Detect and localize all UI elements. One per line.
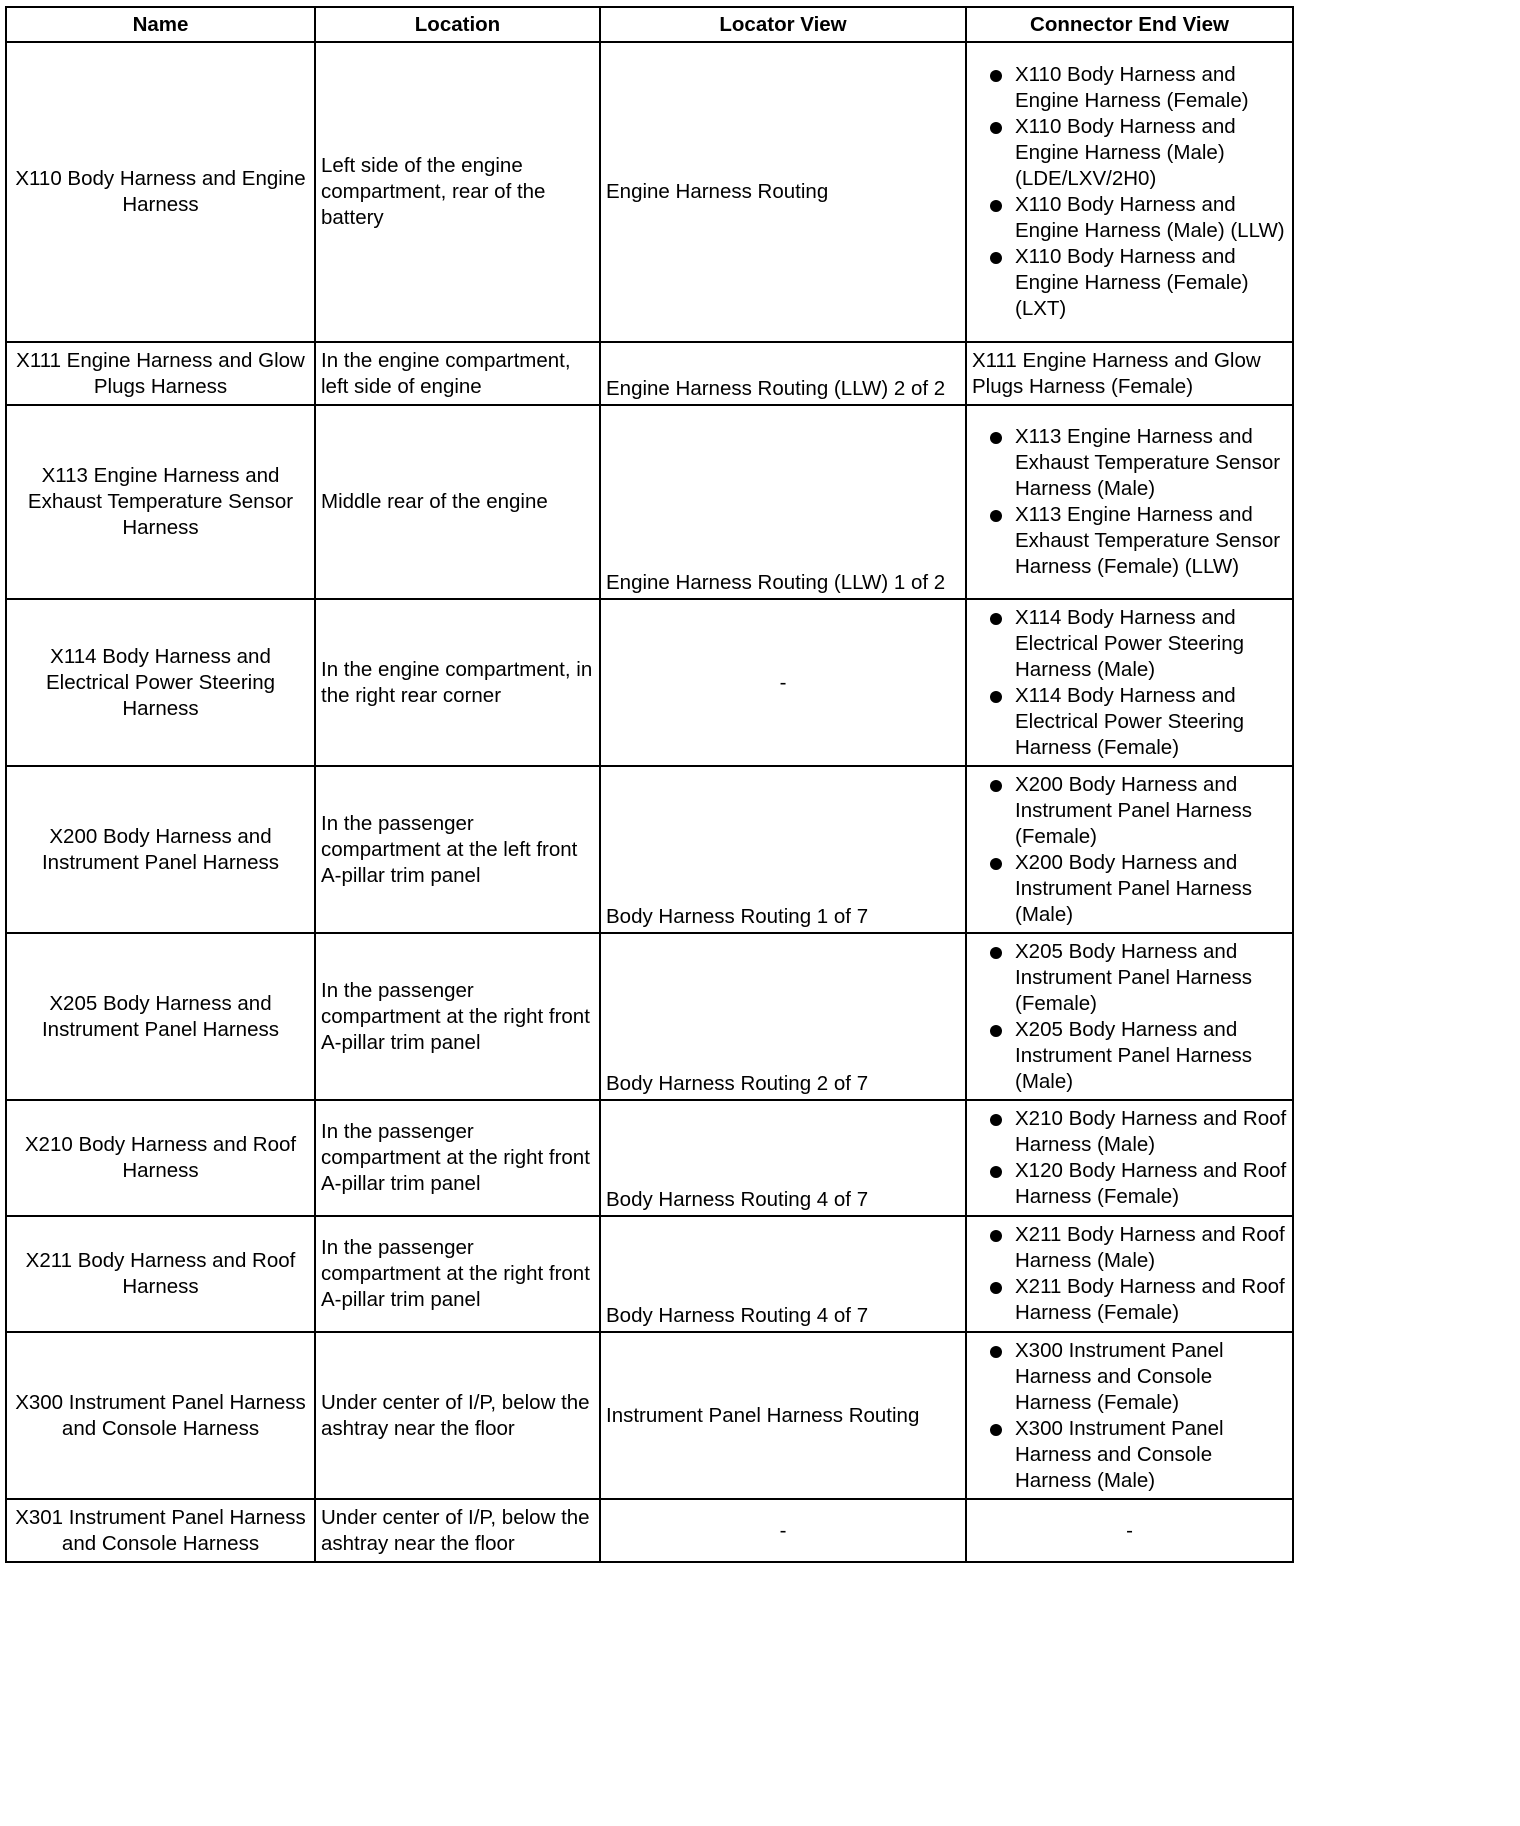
locator-view: Engine Harness Routing (LLW) 2 of 2 (600, 342, 966, 405)
table-row (6, 1332, 1293, 1499)
table-row (6, 1100, 1293, 1216)
connector-location: Middle rear of the engine (315, 405, 600, 599)
table-row (6, 1499, 1293, 1562)
connector-end-view: X111 Engine Harness and Glow Plugs Harness (Female) (966, 342, 1293, 405)
connector-end-view-item: X200 Body Harness and Instrument Panel Harness (Female) (972, 772, 1287, 850)
locator-view: Body Harness Routing 2 of 7 (600, 933, 966, 1100)
connector-location: Left side of the engine compartment, rear of the battery (315, 42, 600, 342)
connector-name: X110 Body Harness and Engine Harness (6, 42, 315, 342)
connector-location: In the passenger compartment at the right front A-pillar trim panel (315, 933, 600, 1100)
connector-end-view-item: X211 Body Harness and Roof Harness (Male) (972, 1222, 1287, 1274)
table-row (6, 342, 1293, 405)
connector-location: In the passenger compartment at the left front A-pillar trim panel (315, 766, 600, 933)
connector-end-view-list (972, 1222, 1287, 1326)
table-row (6, 766, 1293, 933)
connector-end-view-item: X300 Instrument Panel Harness and Console Harness (Male) (972, 1416, 1287, 1494)
header-row (6, 7, 1293, 42)
connector-end-view: - (966, 1499, 1293, 1562)
connector-name: X300 Instrument Panel Harness and Console Harness (6, 1332, 315, 1499)
connector-name: X114 Body Harness and Electrical Power Steering Harness (6, 599, 315, 766)
locator-view: Engine Harness Routing (LLW) 1 of 2 (600, 405, 966, 599)
connector-end-view-item: X211 Body Harness and Roof Harness (Female) (972, 1274, 1287, 1326)
connector-end-view-item: X113 Engine Harness and Exhaust Temperature Sensor Harness (Male) (972, 424, 1287, 502)
connector-name: X205 Body Harness and Instrument Panel Harness (6, 933, 315, 1100)
connector-end-view-item: X205 Body Harness and Instrument Panel Harness (Male) (972, 1017, 1287, 1095)
locator-view: Body Harness Routing 1 of 7 (600, 766, 966, 933)
table-row (6, 1216, 1293, 1332)
locator-view: Body Harness Routing 4 of 7 (600, 1216, 966, 1332)
connector-location: In the engine compartment, in the right rear corner (315, 599, 600, 766)
header-locator-view: Locator View (600, 7, 966, 42)
connector-end-view (966, 42, 1293, 342)
connector-end-view-list (972, 1106, 1287, 1210)
table-row (6, 405, 1293, 599)
connector-end-view-list (972, 939, 1287, 1095)
locator-view: Body Harness Routing 4 of 7 (600, 1100, 966, 1216)
connector-end-view (966, 599, 1293, 766)
connector-end-view (966, 1332, 1293, 1499)
connector-name: X113 Engine Harness and Exhaust Temperature Sensor Harness (6, 405, 315, 599)
connector-end-view-item: X210 Body Harness and Roof Harness (Male) (972, 1106, 1287, 1158)
table-row (6, 42, 1293, 342)
header-location: Location (315, 7, 600, 42)
connector-name: X301 Instrument Panel Harness and Console Harness (6, 1499, 315, 1562)
connector-end-view-item: X110 Body Harness and Engine Harness (Female) (LXT) (972, 244, 1287, 322)
connector-end-view-item: X114 Body Harness and Electrical Power Steering Harness (Male) (972, 605, 1287, 683)
connector-location: In the passenger compartment at the right front A-pillar trim panel (315, 1100, 600, 1216)
connector-end-view (966, 405, 1293, 599)
table-row (6, 599, 1293, 766)
connector-location: In the passenger compartment at the right front A-pillar trim panel (315, 1216, 600, 1332)
locator-view: - (600, 599, 966, 766)
connector-end-view-item: X120 Body Harness and Roof Harness (Female) (972, 1158, 1287, 1210)
connector-end-view-item: X114 Body Harness and Electrical Power Steering Harness (Female) (972, 683, 1287, 761)
connector-location: Under center of I/P, below the ashtray near the floor (315, 1499, 600, 1562)
connector-end-view-list (972, 62, 1287, 322)
connector-end-view (966, 933, 1293, 1100)
connector-name: X200 Body Harness and Instrument Panel Harness (6, 766, 315, 933)
locator-view: Engine Harness Routing (600, 42, 966, 342)
connector-end-view-list (972, 424, 1287, 580)
table-row (6, 933, 1293, 1100)
connector-end-view-item: X200 Body Harness and Instrument Panel Harness (Male) (972, 850, 1287, 928)
locator-view: - (600, 1499, 966, 1562)
connector-end-view-list (972, 1338, 1287, 1494)
connector-end-view (966, 1100, 1293, 1216)
connector-end-view-item: X300 Instrument Panel Harness and Console Harness (Female) (972, 1338, 1287, 1416)
connector-name: X111 Engine Harness and Glow Plugs Harness (6, 342, 315, 405)
connector-end-view (966, 766, 1293, 933)
connector-end-view-item: X205 Body Harness and Instrument Panel Harness (Female) (972, 939, 1287, 1017)
connector-end-view (966, 1216, 1293, 1332)
locator-view: Instrument Panel Harness Routing (600, 1332, 966, 1499)
connector-end-view-item: X110 Body Harness and Engine Harness (Male) (LDE/LXV/2H0) (972, 114, 1287, 192)
connector-name: X210 Body Harness and Roof Harness (6, 1100, 315, 1216)
header-connector-end-view: Connector End View (966, 7, 1293, 42)
connector-table (5, 6, 1294, 1563)
connector-end-view-item: X110 Body Harness and Engine Harness (Female) (972, 62, 1287, 114)
connector-end-view-item: X113 Engine Harness and Exhaust Temperature Sensor Harness (Female) (LLW) (972, 502, 1287, 580)
header-name: Name (6, 7, 315, 42)
connector-end-view-item: X110 Body Harness and Engine Harness (Male) (LLW) (972, 192, 1287, 244)
connector-end-view-list (972, 605, 1287, 761)
connector-location: In the engine compartment, left side of engine (315, 342, 600, 405)
connector-end-view-list (972, 772, 1287, 928)
connector-name: X211 Body Harness and Roof Harness (6, 1216, 315, 1332)
connector-location: Under center of I/P, below the ashtray near the floor (315, 1332, 600, 1499)
